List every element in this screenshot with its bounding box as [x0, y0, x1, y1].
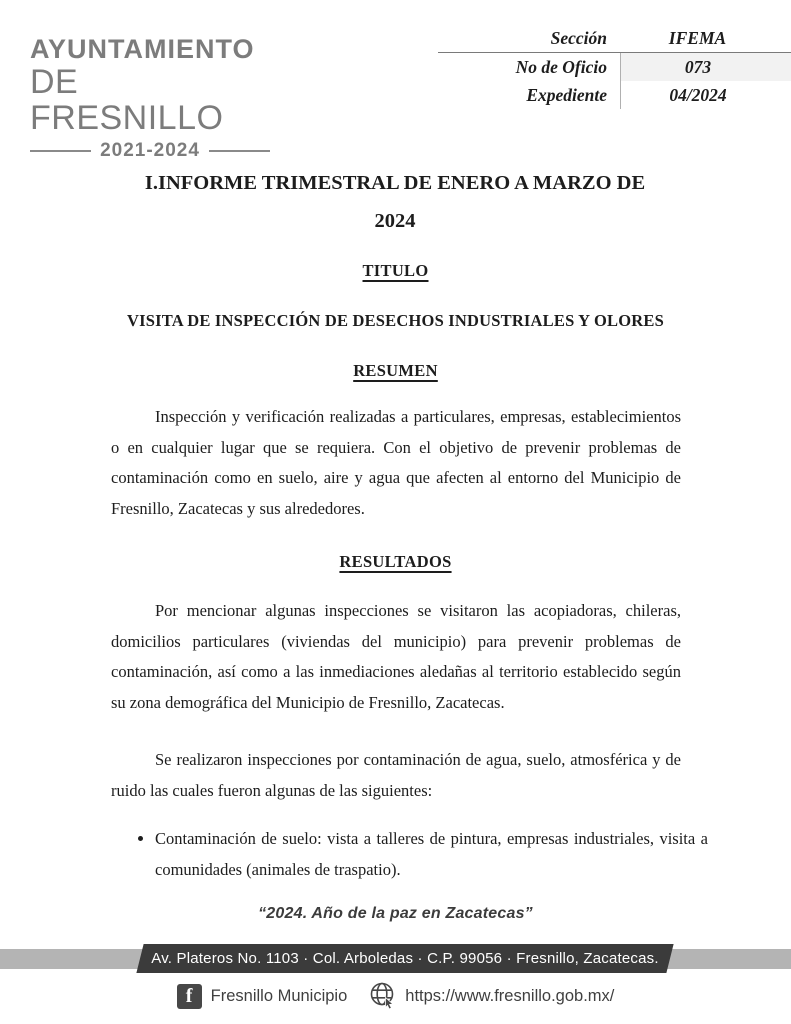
report-title-line2: 2024 [374, 210, 416, 232]
logo-line2: DE FRESNILLO [30, 63, 224, 137]
expediente-label: Expediente [526, 84, 607, 105]
seccion-label: Sección [550, 27, 607, 48]
year-slogan: “2024. Año de la paz en Zacatecas” [258, 905, 533, 922]
logo-years-row [30, 140, 270, 162]
website-url: https://www.fresnillo.gob.mx/ [405, 986, 615, 1005]
table-row [438, 24, 791, 53]
logo-years-label: 2021-2024 [100, 140, 200, 161]
resultados-paragraph-2: Se realizaron inspecciones por contaminación de agua, suelo, atmosférica y de ruido las cuales fueron algunas de las siguientes: [111, 750, 681, 800]
titulo-heading: TITULO [362, 261, 429, 280]
logo-line1: AYUNTAMIENTO [30, 34, 255, 64]
resumen-paragraph: Inspección y verificación realizadas a particulares, empresas, establecimientos o en cualquier lugar que se requiera. Con el objetivo de prevenir problemas de contaminación como en suelo, aire y agua que afecten al entorno del Municipio de Fresnillo, Zacatecas y sus alrededores. [111, 407, 681, 518]
inspection-bullet-list [128, 824, 708, 885]
resultados-paragraph-1: Por mencionar algunas inspecciones se visitaron las acopiadoras, chileras, domicilios particulares (viviendas del municipio) para prevenir problemas de contaminación, así como a las inmediaciones aledañas al territorio establecido según su zona demográfica del Municipio de Fresnillo, Zacatecas. [111, 601, 681, 712]
footer-social-row [0, 981, 791, 1011]
logo-rule-right [209, 150, 270, 152]
facebook-icon: f [177, 984, 202, 1009]
facebook-label: Fresnillo Municipio [210, 986, 348, 1005]
oficio-value: 073 [620, 53, 791, 81]
reference-table [438, 24, 791, 109]
address-text: Av. Plateros No. 1103 · Col. Arboledas · C.P. 99056 · Fresnillo, Zacatecas. [151, 950, 659, 967]
titulo-value: VISITA DE INSPECCIÓN DE DESECHOS INDUSTRIALES Y OLORES [127, 311, 664, 330]
seccion-value: IFEMA [668, 27, 727, 48]
resumen-heading: RESUMEN [353, 361, 438, 380]
expediente-value: 04/2024 [620, 81, 791, 109]
municipality-logo [30, 34, 270, 162]
report-title [115, 164, 675, 240]
logo-rule-left [30, 150, 91, 152]
bullet-item: • Contaminación de suelo: vista a talleres de pintura, empresas industriales, visita a comunidades (animales de traspatio). [155, 824, 708, 885]
oficio-label: No de Oficio [515, 56, 607, 77]
report-title-line1: I.INFORME TRIMESTRAL DE ENERO A MARZO DE [144, 172, 646, 194]
resultados-heading: RESULTADOS [339, 552, 452, 571]
table-row [438, 53, 791, 81]
globe-icon [368, 981, 396, 1011]
table-row [438, 81, 791, 109]
